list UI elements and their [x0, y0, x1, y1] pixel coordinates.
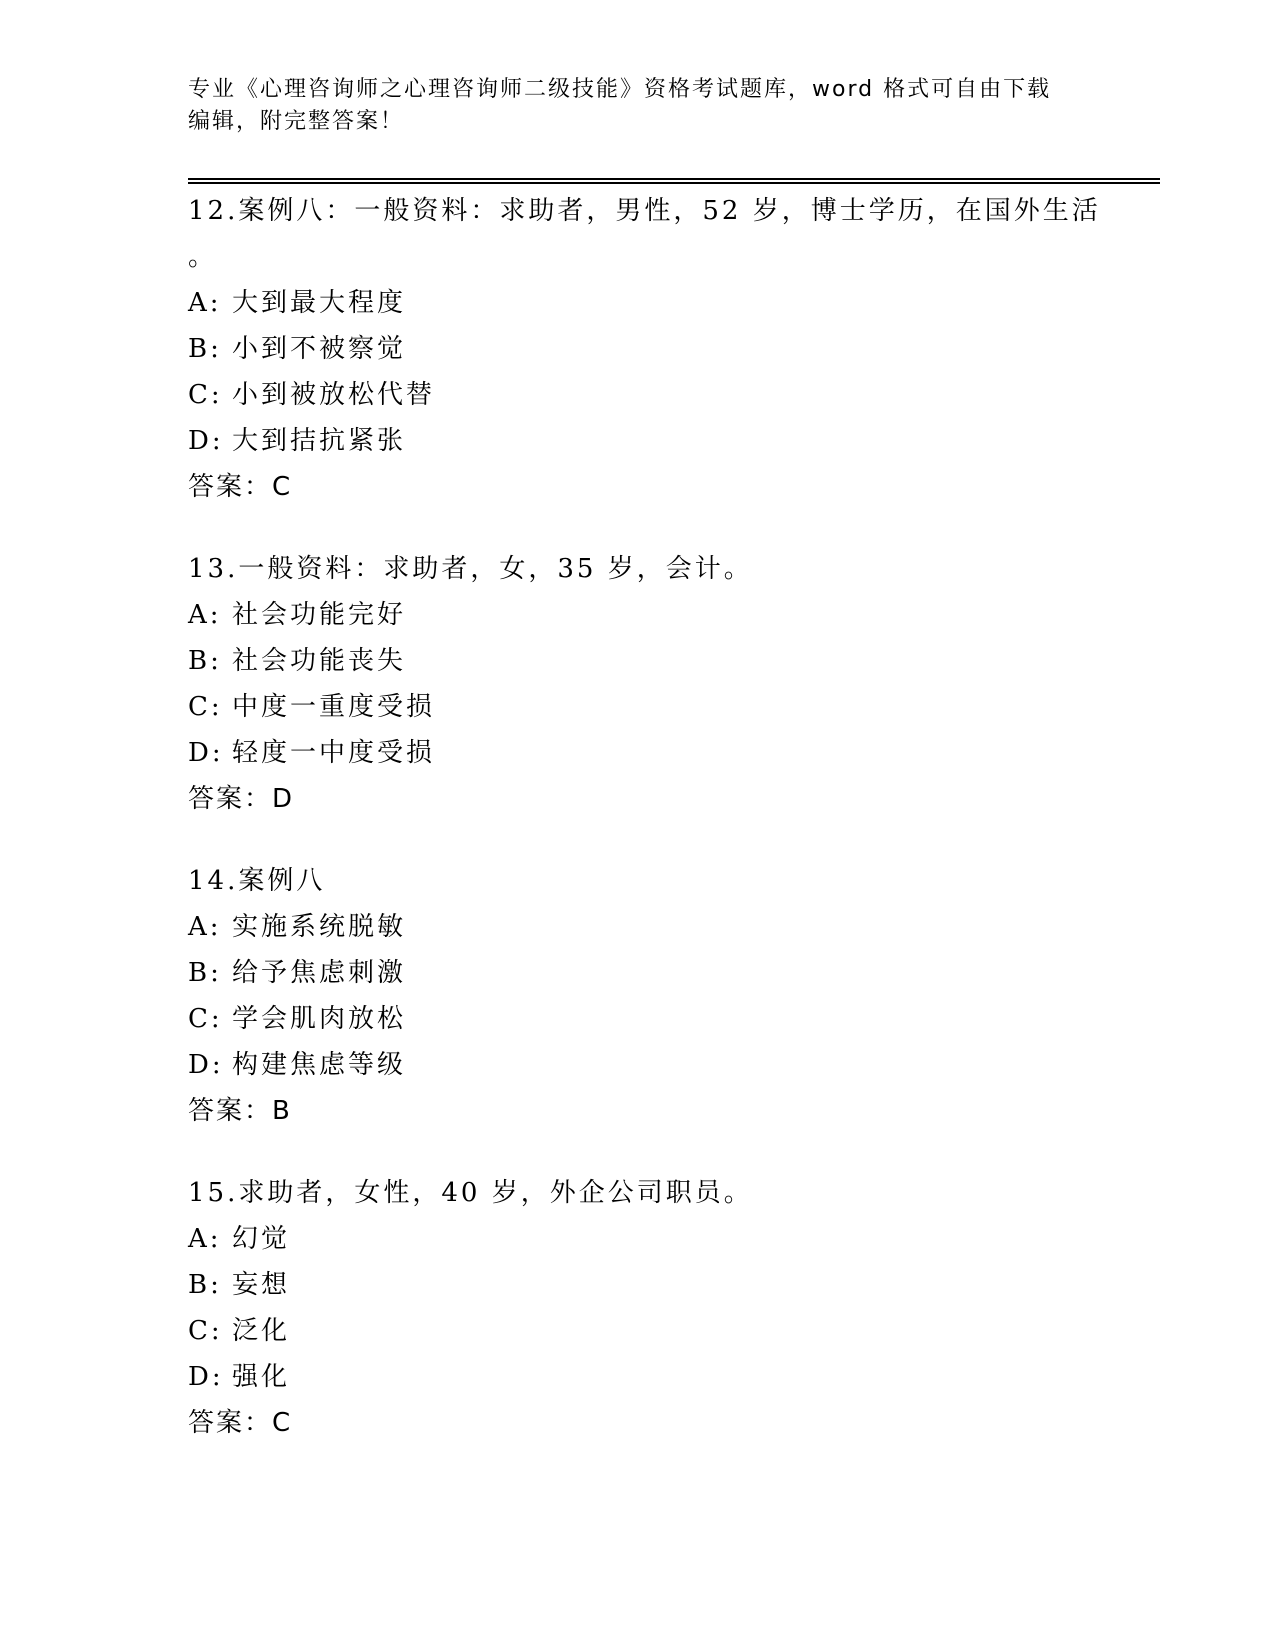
option-text: 小到不被察觉	[232, 334, 407, 364]
option-d	[188, 730, 1158, 776]
option-letter: D:	[188, 426, 224, 456]
option-text: 泛化	[232, 1316, 291, 1346]
option-text: 社会功能完好	[232, 600, 407, 630]
option-b	[188, 638, 1158, 684]
option-d	[188, 1042, 1158, 1088]
option-letter: C:	[188, 1316, 223, 1346]
answer-line: 答案：C	[188, 1408, 293, 1438]
option-c	[188, 684, 1158, 730]
question-stem: 13.一般资料：求助者，女，35 岁，会计。	[188, 554, 753, 584]
option-letter: B:	[188, 334, 222, 364]
option-letter: B:	[188, 646, 222, 676]
header-line-2: 编辑，附完整答案！	[188, 109, 405, 134]
option-letter: D:	[188, 1362, 224, 1392]
option-text: 强化	[232, 1362, 291, 1392]
option-c	[188, 372, 1158, 418]
option-letter: B:	[188, 958, 222, 988]
option-letter: D:	[188, 1050, 224, 1080]
option-letter: D:	[188, 738, 224, 768]
option-letter: C:	[188, 1004, 223, 1034]
option-text: 给予焦虑刺激	[232, 958, 407, 988]
option-text: 幻觉	[232, 1224, 291, 1254]
option-text: 实施系统脱敏	[232, 912, 407, 942]
option-a	[188, 1216, 1158, 1262]
answer-line: 答案：B	[188, 1096, 292, 1126]
header-line-1: 专业《心理咨询师之心理咨询师二级技能》资格考试题库，word 格式可自由下载	[188, 77, 1052, 102]
option-text: 构建焦虑等级	[232, 1050, 407, 1080]
option-text: 学会肌肉放松	[232, 1004, 407, 1034]
question-13	[188, 546, 1158, 822]
option-b	[188, 326, 1158, 372]
option-c	[188, 1308, 1158, 1354]
answer-line: 答案：C	[188, 472, 293, 502]
option-c	[188, 996, 1158, 1042]
question-15	[188, 1170, 1158, 1446]
document-header	[188, 74, 1088, 138]
question-stem: 12.案例八：一般资料：求助者，男性，52 岁，博士学历，在国外生活	[188, 196, 1101, 226]
answer-line: 答案：D	[188, 784, 295, 814]
option-letter: A:	[188, 912, 222, 942]
option-b	[188, 950, 1158, 996]
option-letter: B:	[188, 1270, 222, 1300]
option-text: 小到被放松代替	[232, 380, 436, 410]
question-stem: 14.案例八	[188, 866, 326, 896]
option-d	[188, 418, 1158, 464]
option-text: 社会功能丧失	[232, 646, 407, 676]
option-text: 妄想	[232, 1270, 291, 1300]
option-letter: C:	[188, 692, 223, 722]
option-letter: A:	[188, 288, 222, 318]
option-letter: A:	[188, 600, 222, 630]
option-b	[188, 1262, 1158, 1308]
option-text: 中度一重度受损	[232, 692, 436, 722]
option-a	[188, 904, 1158, 950]
option-letter: A:	[188, 1224, 222, 1254]
option-letter: C:	[188, 380, 223, 410]
option-text: 大到最大程度	[232, 288, 407, 318]
option-text: 轻度一中度受损	[232, 738, 436, 768]
header-divider	[188, 178, 1160, 184]
question-12	[188, 188, 1158, 510]
option-a	[188, 592, 1158, 638]
option-text: 大到拮抗紧张	[232, 426, 407, 456]
option-a	[188, 280, 1158, 326]
question-list	[188, 188, 1158, 1482]
question-stem-continuation: 。	[188, 242, 218, 272]
question-stem: 15.求助者，女性，40 岁，外企公司职员。	[188, 1178, 753, 1208]
option-d	[188, 1354, 1158, 1400]
question-14	[188, 858, 1158, 1134]
